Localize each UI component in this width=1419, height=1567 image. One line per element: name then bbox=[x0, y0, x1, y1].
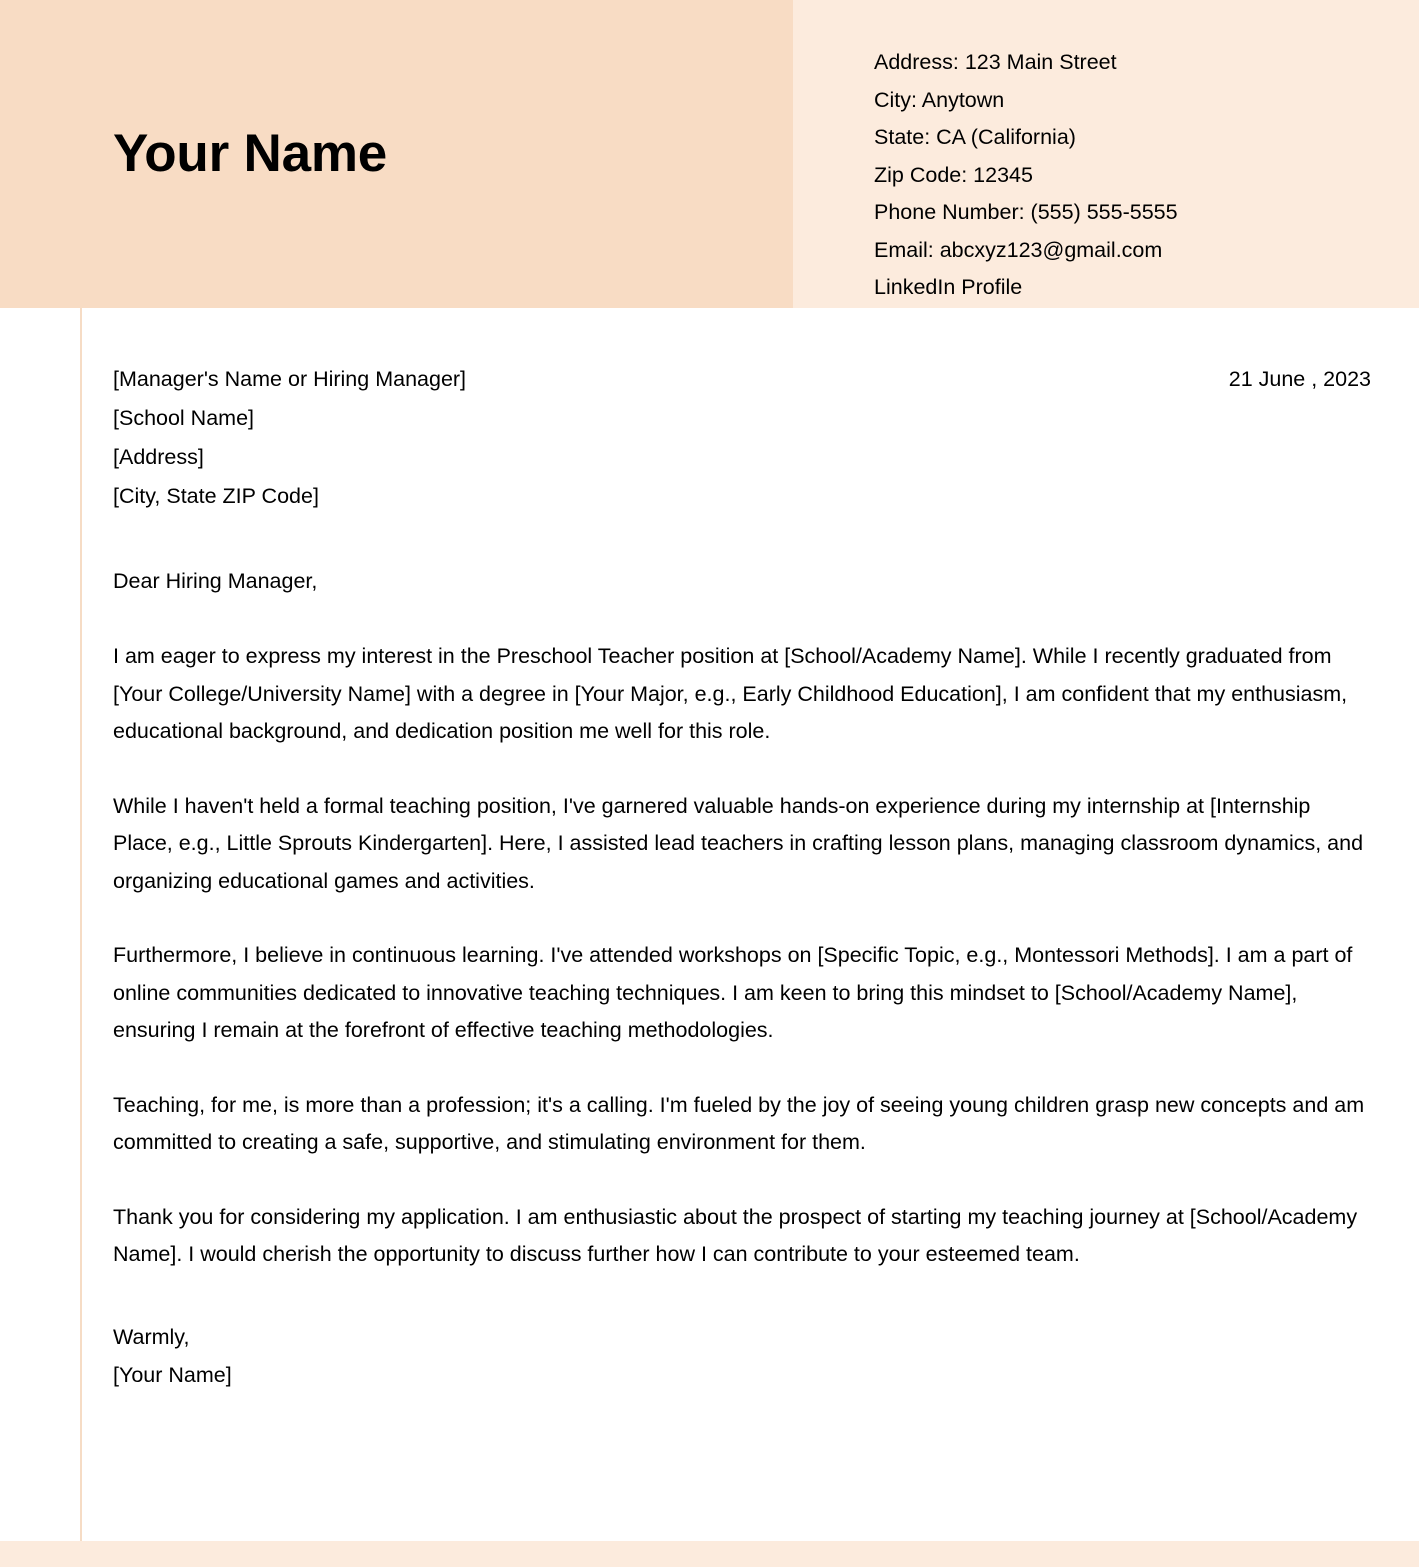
closing-block bbox=[113, 1318, 1371, 1394]
header-name-panel bbox=[0, 0, 793, 308]
body-paragraph-2: While I haven't held a formal teaching position, I've garnered valuable hands-on experience during my internship at [Internship Place, e.g., Little Sprouts Kindergarten]. Here, I assisted lead teachers in crafting lesson plans, managing classroom dynamics, and organizing educational games and activities. bbox=[113, 793, 1364, 893]
letter-body bbox=[113, 308, 1371, 1394]
contact-state: State: CA (California) bbox=[874, 125, 1076, 149]
contact-phone-number: Phone Number: (555) 555-5555 bbox=[874, 200, 1178, 224]
recipient-city-state-zip: [City, State ZIP Code] bbox=[113, 484, 319, 508]
body-paragraph-3: Furthermore, I believe in continuous learning. I've attended workshops on [Specific Topic, e.g., Montessori Methods]. I am a part of online communities dedicated to innovative teaching techniques. I am keen to bring this mindset to [School/Academy Name], ensuring I remain at the forefront of effective teaching methodologies. bbox=[113, 943, 1353, 1042]
left-accent-rule bbox=[80, 308, 82, 1541]
recipient-school-name: [School Name] bbox=[113, 406, 255, 430]
header-contact-panel bbox=[793, 0, 1419, 308]
body-paragraph-4: Teaching, for me, is more than a profession; it's a calling. I'm fueled by the joy of seeing young children grasp new concepts and am committed to creating a safe, supportive, and stimulating environment for them. bbox=[113, 1092, 1365, 1154]
closing-valediction: Warmly, bbox=[113, 1324, 190, 1349]
footer-band bbox=[0, 1541, 1419, 1567]
recipient-block bbox=[113, 308, 1371, 516]
contact-address: Address: 123 Main Street bbox=[874, 50, 1117, 74]
salutation: Dear Hiring Manager, bbox=[113, 569, 318, 593]
contact-linkedin-profile[interactable]: LinkedIn Profile bbox=[874, 275, 1023, 299]
recipient-address: [Address] bbox=[113, 445, 204, 469]
recipient-manager-name: [Manager's Name or Hiring Manager] bbox=[113, 367, 467, 391]
letter-header bbox=[0, 0, 1419, 308]
contact-email: Email: abcxyz123@gmail.com bbox=[874, 237, 1163, 262]
contact-city: City: Anytown bbox=[874, 87, 1005, 112]
contact-zip-code: Zip Code: 12345 bbox=[874, 162, 1033, 187]
letter-date: 21 June , 2023 bbox=[1228, 367, 1371, 391]
page-title: Your Name bbox=[113, 123, 388, 183]
body-paragraph-5: Thank you for considering my application. I am enthusiastic about the prospect of starting my teaching journey at [School/Academy Name]. I would cherish the opportunity to discuss further how I can contribute to your esteemed team. bbox=[113, 1204, 1358, 1266]
body-paragraph-1: I am eager to express my interest in the Preschool Teacher position at [School/Academy Name]. While I recently graduated from [Your College/University Name] with a degree in [Your Major, e.g., Early Childhood Education], I am confident that my enthusiasm, educational background, and dedication position me well for this role. bbox=[113, 644, 1348, 743]
closing-signature: [Your Name] bbox=[113, 1362, 232, 1387]
